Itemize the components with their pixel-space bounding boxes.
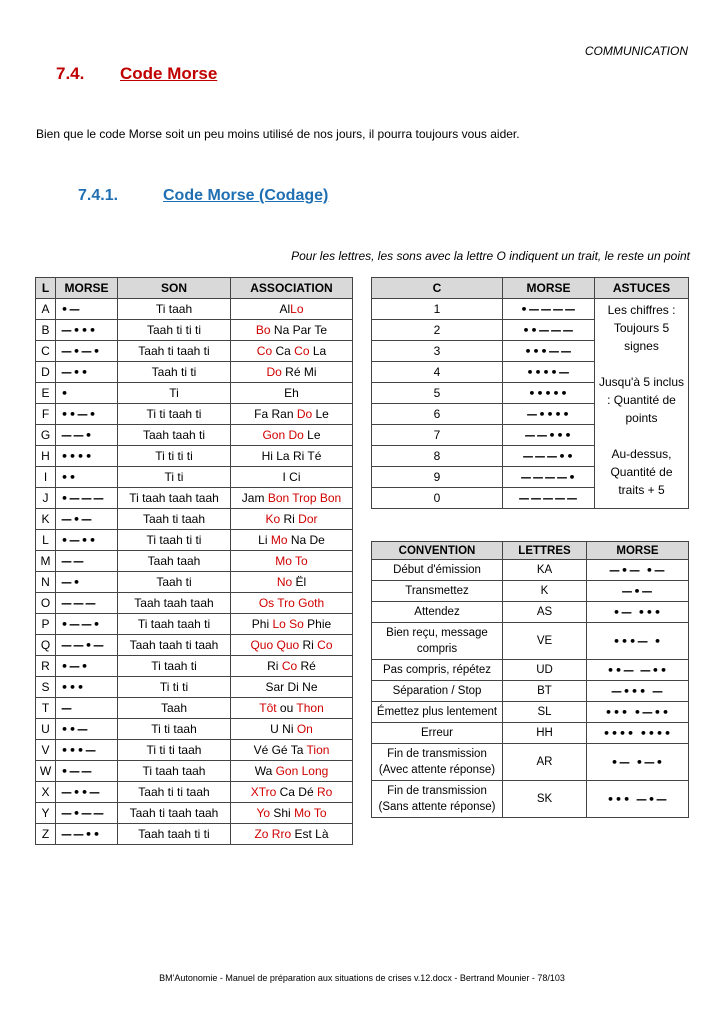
- morse-code-cell: ••———: [503, 320, 595, 341]
- letter-cell: V: [36, 740, 56, 761]
- association-segment: Tion: [306, 743, 330, 757]
- morse-code-cell: •••— •: [587, 623, 689, 660]
- association-segment: Do: [296, 407, 313, 421]
- morse-code-cell: •••••: [503, 383, 595, 404]
- association-segment: Co: [317, 638, 333, 652]
- convention-row: [372, 623, 689, 660]
- association-segment: Shi: [270, 806, 295, 820]
- association-segment: Hi La Ri Té: [261, 449, 322, 463]
- sound-cell: Ti taah ti: [118, 656, 231, 677]
- intro-paragraph: Bien que le code Morse soit un peu moins utilisé de nos jours, il pourra toujours vous aider.: [36, 127, 520, 141]
- letter-row: [36, 341, 353, 362]
- association-segment: U Ni: [270, 722, 297, 736]
- morse-code-cell: ••• —•—: [587, 781, 689, 818]
- sound-cell: Taah taah ti taah: [118, 635, 231, 656]
- heading-2-title: Code Morse (Codage): [163, 187, 329, 204]
- letter-cell: S: [36, 677, 56, 698]
- letter-row: [36, 656, 353, 677]
- morse-code-cell: ——•: [56, 425, 118, 446]
- convention-row: [372, 781, 689, 818]
- letter-row: [36, 320, 353, 341]
- heading-1: [56, 64, 217, 84]
- letter-row: [36, 299, 353, 320]
- sound-cell: Taah taah ti: [118, 425, 231, 446]
- letters-cell: BT: [503, 681, 587, 702]
- association-cell: [231, 635, 353, 656]
- heading-2: [78, 187, 328, 205]
- association-segment: Phie: [303, 617, 332, 631]
- morse-code-cell: —•—: [56, 509, 118, 530]
- letter-row: [36, 551, 353, 572]
- letter-row: [36, 761, 353, 782]
- letter-cell: E: [36, 383, 56, 404]
- letter-row: [36, 593, 353, 614]
- tip-text: Jusqu'à 5 inclus : Quantité de points: [599, 375, 685, 425]
- convention-row: [372, 744, 689, 781]
- letter-row: [36, 614, 353, 635]
- association-cell: [231, 320, 353, 341]
- letter-row: [36, 677, 353, 698]
- sound-cell: Taah taah taah: [118, 593, 231, 614]
- letter-row: [36, 383, 353, 404]
- association-cell: [231, 509, 353, 530]
- association-segment: Ri: [299, 638, 318, 652]
- association-segment: Quo Quo: [250, 638, 300, 652]
- association-segment: Yo: [256, 806, 271, 820]
- letters-header-son: SON: [118, 278, 231, 299]
- letter-row: [36, 467, 353, 488]
- sound-cell: Taah taah ti ti: [118, 824, 231, 845]
- morse-code-cell: —•——: [56, 803, 118, 824]
- section-label: COMMUNICATION: [584, 44, 688, 58]
- morse-code-cell: —•: [56, 572, 118, 593]
- convention-row: [372, 660, 689, 681]
- convention-row: [372, 581, 689, 602]
- convention-table: [371, 541, 689, 818]
- association-segment: Ro: [316, 785, 333, 799]
- sound-cell: Ti taah taah taah: [118, 488, 231, 509]
- association-segment: Gon Do: [262, 428, 304, 442]
- letter-cell: Z: [36, 824, 56, 845]
- morse-code-cell: •: [56, 383, 118, 404]
- association-segment: Lo So: [272, 617, 304, 631]
- association-segment: Ël: [292, 575, 307, 589]
- letter-row: [36, 719, 353, 740]
- association-segment: Zo Rro: [254, 827, 292, 841]
- association-cell: [231, 593, 353, 614]
- letter-cell: L: [36, 530, 56, 551]
- letter-row: [36, 803, 353, 824]
- sound-cell: Taah ti ti taah: [118, 782, 231, 803]
- letters-header-association: ASSOCIATION: [231, 278, 353, 299]
- association-cell: [231, 362, 353, 383]
- sound-cell: Ti ti ti taah: [118, 740, 231, 761]
- convention-cell: Transmettez: [372, 581, 503, 602]
- association-segment: Mo To: [275, 554, 308, 568]
- letter-row: [36, 425, 353, 446]
- letters-note: Pour les lettres, les sons avec la lettre O indiquent un trait, le reste un point: [291, 249, 690, 263]
- digits-header-morse: MORSE: [503, 278, 595, 299]
- association-cell: [231, 740, 353, 761]
- letter-row: [36, 782, 353, 803]
- letter-cell: T: [36, 698, 56, 719]
- association-segment: Ri: [280, 512, 299, 526]
- digit-cell: 4: [372, 362, 503, 383]
- letter-row: [36, 362, 353, 383]
- sound-cell: Ti ti: [118, 467, 231, 488]
- association-cell: [231, 383, 353, 404]
- letter-cell: A: [36, 299, 56, 320]
- association-segment: Co: [294, 344, 310, 358]
- letter-row: [36, 740, 353, 761]
- association-segment: Co: [281, 659, 298, 673]
- association-segment: Mo To: [294, 806, 327, 820]
- digit-cell: 6: [372, 404, 503, 425]
- sound-cell: Taah: [118, 698, 231, 719]
- letter-cell: I: [36, 467, 56, 488]
- morse-code-cell: •— •—•: [587, 744, 689, 781]
- morse-code-cell: —••• —: [587, 681, 689, 702]
- association-cell: [231, 761, 353, 782]
- page-footer: BM'Autonomie - Manuel de préparation aux situations de crises v.12.docx - Bertrand Mounier - 78/103: [159, 973, 565, 983]
- association-segment: On: [296, 722, 313, 736]
- letter-cell: H: [36, 446, 56, 467]
- sound-cell: Ti: [118, 383, 231, 404]
- tip-text: Au-dessus, Quantité de traits + 5: [610, 447, 673, 497]
- association-segment: Lo: [290, 302, 304, 316]
- association-cell: [231, 782, 353, 803]
- convention-row: [372, 723, 689, 744]
- heading-1-title: Code Morse: [120, 64, 218, 83]
- letter-cell: P: [36, 614, 56, 635]
- letters-cell: UD: [503, 660, 587, 681]
- association-segment: Na Par Te: [270, 323, 328, 337]
- sound-cell: Ti taah taah ti: [118, 614, 231, 635]
- morse-code-cell: —••—: [56, 782, 118, 803]
- association-segment: Os Tro Goth: [258, 596, 325, 610]
- letter-cell: N: [36, 572, 56, 593]
- association-segment: Vé Gé Ta: [253, 743, 307, 757]
- morse-code-cell: •—•: [56, 656, 118, 677]
- association-segment: Ré Mi: [281, 365, 317, 379]
- letter-row: [36, 446, 353, 467]
- letter-cell: Q: [36, 635, 56, 656]
- letters-cell: SK: [503, 781, 587, 818]
- morse-code-cell: •••: [56, 677, 118, 698]
- morse-code-cell: —••••: [503, 404, 595, 425]
- sound-cell: Ti ti ti: [118, 677, 231, 698]
- heading-1-number: 7.4.: [56, 64, 85, 83]
- association-cell: [231, 719, 353, 740]
- letter-cell: B: [36, 320, 56, 341]
- letter-cell: X: [36, 782, 56, 803]
- morse-code-cell: —••: [56, 362, 118, 383]
- convention-row: [372, 681, 689, 702]
- association-segment: Fa Ran: [254, 407, 297, 421]
- association-cell: [231, 446, 353, 467]
- letters-cell: SL: [503, 702, 587, 723]
- morse-code-cell: •••—: [56, 740, 118, 761]
- digits-table: [371, 277, 689, 509]
- association-segment: Bon Trop Bon: [267, 491, 342, 505]
- association-segment: Al: [279, 302, 291, 316]
- digits-header-c: C: [372, 278, 503, 299]
- convention-header-morse: MORSE: [587, 542, 689, 560]
- letters-cell: AR: [503, 744, 587, 781]
- digit-cell: 0: [372, 488, 503, 509]
- convention-cell: Erreur: [372, 723, 503, 744]
- sound-cell: Taah ti taah ti: [118, 341, 231, 362]
- association-segment: Eh: [284, 386, 299, 400]
- letters-cell: K: [503, 581, 587, 602]
- association-segment: Gon Long: [275, 764, 329, 778]
- association-segment: Thon: [296, 701, 324, 715]
- association-segment: Do: [266, 365, 282, 379]
- letters-cell: AS: [503, 602, 587, 623]
- morse-code-cell: ———: [56, 593, 118, 614]
- morse-code-cell: —•—•: [56, 341, 118, 362]
- sound-cell: Ti ti ti ti: [118, 446, 231, 467]
- convention-cell: Attendez: [372, 602, 503, 623]
- association-segment: Jam: [241, 491, 268, 505]
- morse-code-cell: •——: [56, 761, 118, 782]
- letters-cell: KA: [503, 560, 587, 581]
- convention-row: [372, 602, 689, 623]
- association-segment: Dor: [298, 512, 318, 526]
- association-segment: XTro: [250, 785, 277, 799]
- letter-row: [36, 530, 353, 551]
- letter-cell: G: [36, 425, 56, 446]
- convention-cell: Émettez plus lentement: [372, 702, 503, 723]
- association-cell: [231, 299, 353, 320]
- association-cell: [231, 824, 353, 845]
- convention-row: [372, 560, 689, 581]
- association-segment: No: [276, 575, 293, 589]
- digit-cell: 8: [372, 446, 503, 467]
- association-cell: [231, 530, 353, 551]
- morse-code-cell: •••• ••••: [587, 723, 689, 744]
- association-cell: [231, 425, 353, 446]
- association-cell: [231, 551, 353, 572]
- association-segment: Bo: [255, 323, 271, 337]
- digit-cell: 2: [372, 320, 503, 341]
- letter-row: [36, 698, 353, 719]
- association-segment: Ré: [297, 659, 316, 673]
- association-cell: [231, 677, 353, 698]
- association-segment: Ca Dé: [276, 785, 317, 799]
- sound-cell: Taah taah: [118, 551, 231, 572]
- digit-cell: 3: [372, 341, 503, 362]
- sound-cell: Ti ti taah ti: [118, 404, 231, 425]
- association-segment: Li: [258, 533, 271, 547]
- morse-code-cell: ••••: [56, 446, 118, 467]
- association-segment: Le: [312, 407, 329, 421]
- morse-code-cell: ——•••: [503, 425, 595, 446]
- morse-code-cell: •— •••: [587, 602, 689, 623]
- association-cell: [231, 803, 353, 824]
- convention-cell: Séparation / Stop: [372, 681, 503, 702]
- letter-cell: M: [36, 551, 56, 572]
- morse-code-cell: ••— —••: [587, 660, 689, 681]
- sound-cell: Ti ti taah: [118, 719, 231, 740]
- letters-cell: VE: [503, 623, 587, 660]
- morse-code-cell: •—: [56, 299, 118, 320]
- tips-cell: [595, 299, 689, 509]
- association-segment: ou: [276, 701, 297, 715]
- association-segment: I Ci: [282, 470, 301, 484]
- association-segment: Tôt: [259, 701, 277, 715]
- association-segment: Co: [256, 344, 273, 358]
- letters-header-morse: MORSE: [56, 278, 118, 299]
- convention-cell: Bien reçu, message compris: [372, 623, 503, 660]
- association-segment: Wa: [254, 764, 276, 778]
- convention-header-letters: LETTRES: [503, 542, 587, 560]
- morse-code-cell: ••• •—••: [587, 702, 689, 723]
- letters-header-row: [36, 278, 353, 299]
- morse-code-cell: —————: [503, 488, 595, 509]
- sound-cell: Taah ti ti ti: [118, 320, 231, 341]
- letter-row: [36, 488, 353, 509]
- sound-cell: Ti taah taah: [118, 761, 231, 782]
- letter-cell: W: [36, 761, 56, 782]
- association-cell: [231, 467, 353, 488]
- association-cell: [231, 656, 353, 677]
- association-segment: Le: [303, 428, 321, 442]
- digit-cell: 9: [372, 467, 503, 488]
- convention-cell: Pas compris, répétez: [372, 660, 503, 681]
- association-segment: Ko: [265, 512, 281, 526]
- morse-code-cell: —•••: [56, 320, 118, 341]
- sound-cell: Taah ti ti: [118, 362, 231, 383]
- morse-code-cell: ————•: [503, 467, 595, 488]
- convention-header-convention: CONVENTION: [372, 542, 503, 560]
- convention-header-row: [372, 542, 689, 560]
- convention-row: [372, 702, 689, 723]
- morse-code-cell: •———: [56, 488, 118, 509]
- letter-row: [36, 509, 353, 530]
- association-cell: [231, 572, 353, 593]
- letter-cell: J: [36, 488, 56, 509]
- letter-cell: C: [36, 341, 56, 362]
- letters-header-l: L: [36, 278, 56, 299]
- morse-code-cell: ••: [56, 467, 118, 488]
- morse-code-cell: •——•: [56, 614, 118, 635]
- letter-cell: F: [36, 404, 56, 425]
- letter-row: [36, 404, 353, 425]
- letter-cell: K: [36, 509, 56, 530]
- convention-cell: Fin de transmission (Sans attente réponse): [372, 781, 503, 818]
- association-cell: [231, 488, 353, 509]
- letter-row: [36, 572, 353, 593]
- association-segment: Mo: [270, 533, 288, 547]
- association-segment: Sar Di Ne: [265, 680, 318, 694]
- association-cell: [231, 614, 353, 635]
- association-cell: [231, 404, 353, 425]
- association-segment: La: [309, 344, 327, 358]
- morse-code-cell: •————: [503, 299, 595, 320]
- morse-code-cell: —•—: [587, 581, 689, 602]
- association-segment: Phi: [251, 617, 273, 631]
- letter-cell: Y: [36, 803, 56, 824]
- morse-code-cell: ——•—: [56, 635, 118, 656]
- association-cell: [231, 698, 353, 719]
- morse-code-cell: ••—: [56, 719, 118, 740]
- digits-header-row: [372, 278, 689, 299]
- morse-code-cell: •—••: [56, 530, 118, 551]
- digit-cell: 7: [372, 425, 503, 446]
- sound-cell: Ti taah ti ti: [118, 530, 231, 551]
- sound-cell: Ti taah: [118, 299, 231, 320]
- letter-cell: O: [36, 593, 56, 614]
- morse-code-cell: ••••—: [503, 362, 595, 383]
- association-cell: [231, 341, 353, 362]
- morse-code-cell: ——: [56, 551, 118, 572]
- sound-cell: Taah ti: [118, 572, 231, 593]
- digit-cell: 1: [372, 299, 503, 320]
- digit-cell: 5: [372, 383, 503, 404]
- morse-code-cell: ———••: [503, 446, 595, 467]
- association-segment: Est Là: [291, 827, 329, 841]
- letter-cell: R: [36, 656, 56, 677]
- sound-cell: Taah ti taah taah: [118, 803, 231, 824]
- letter-row: [36, 824, 353, 845]
- letter-row: [36, 635, 353, 656]
- morse-code-cell: —•— •—: [587, 560, 689, 581]
- heading-2-number: 7.4.1.: [78, 187, 119, 204]
- morse-code-cell: ——••: [56, 824, 118, 845]
- digit-row: [372, 299, 689, 320]
- letters-table: [35, 277, 353, 845]
- convention-cell: Fin de transmission (Avec attente réponse): [372, 744, 503, 781]
- morse-code-cell: —: [56, 698, 118, 719]
- digits-header-tips: ASTUCES: [595, 278, 689, 299]
- convention-cell: Début d'émission: [372, 560, 503, 581]
- sound-cell: Taah ti taah: [118, 509, 231, 530]
- association-segment: Ri: [267, 659, 282, 673]
- letter-cell: D: [36, 362, 56, 383]
- morse-code-cell: ••—•: [56, 404, 118, 425]
- letter-cell: U: [36, 719, 56, 740]
- association-segment: Ca: [272, 344, 295, 358]
- tip-text: Les chiffres : Toujours 5 signes: [607, 303, 676, 353]
- morse-code-cell: •••——: [503, 341, 595, 362]
- letters-cell: HH: [503, 723, 587, 744]
- association-segment: Na De: [287, 533, 325, 547]
